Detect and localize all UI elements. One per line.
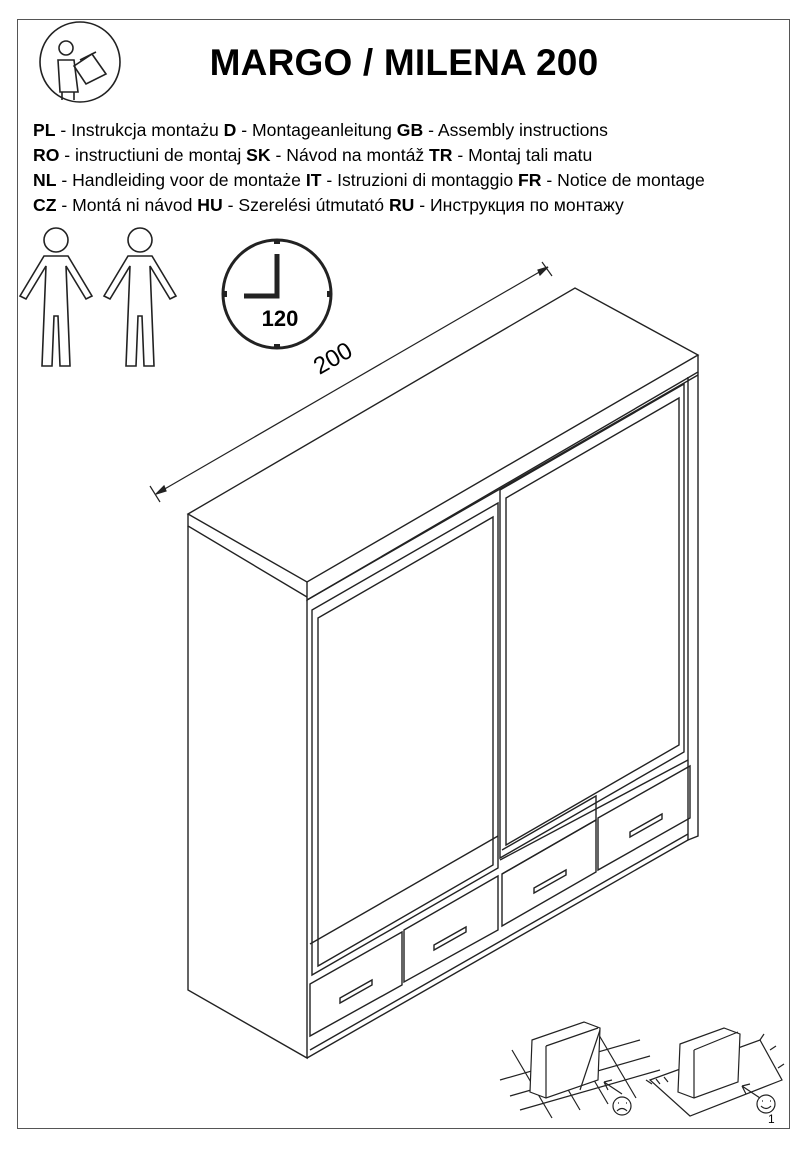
language-line-3: NL - Handleiding voor de montaże IT - Istruzioni di montaggio FR - Notice de montage [33,170,705,190]
language-line-2: RO - instructiuni de montaj SK - Návod na montáž TR - Montaj tali matu [33,145,593,165]
language-line-1: PL - Instrukcja montażu D - Montageanleitung GB - Assembly instructions [33,120,608,140]
document-title: MARGO / MILENA 200 [209,42,599,83]
soft-rug-diagram [646,1028,784,1116]
assembly-time-label: 120 [261,306,299,331]
hard-floor-diagram [500,1022,660,1118]
page-number: 1 [768,1112,775,1126]
width-dimension-label: 200 [309,336,358,381]
language-line-4: CZ - Montá ni návod HU - Szerelési útmutató RU - Инструкция по монтажу [33,195,624,215]
